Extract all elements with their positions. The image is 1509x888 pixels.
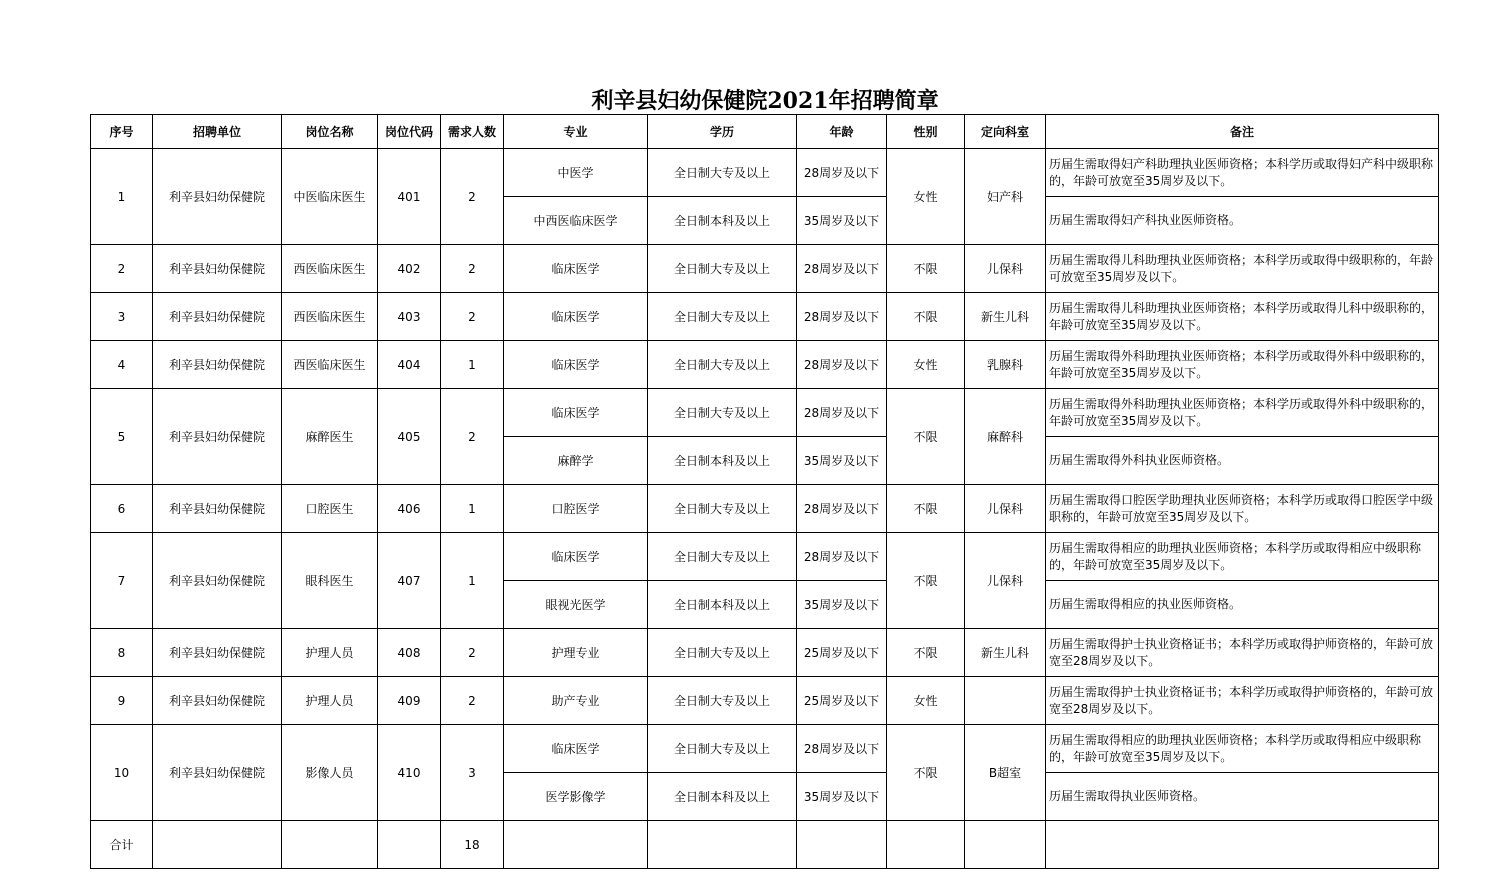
table-row <box>91 389 1439 437</box>
table-row <box>91 533 1439 581</box>
cell-note: 历届生需取得口腔医学助理执业医师资格；本科学历或取得口腔医学中级职称的，年龄可放宽至35周岁及以下。 <box>1046 485 1439 533</box>
cell-code: 408 <box>378 629 441 677</box>
cell-count: 1 <box>441 341 504 389</box>
cell-age: 25周岁及以下 <box>797 629 887 677</box>
cell-edu: 全日制大专及以上 <box>648 389 797 437</box>
empty-cell <box>965 821 1046 869</box>
cell-age: 28周岁及以下 <box>797 149 887 197</box>
cell-count: 2 <box>441 245 504 293</box>
cell-unit: 利辛县妇幼保健院 <box>153 245 282 293</box>
cell-age: 28周岁及以下 <box>797 341 887 389</box>
cell-dept: 儿保科 <box>965 533 1046 629</box>
cell-note: 历届生需取得外科执业医师资格。 <box>1046 437 1439 485</box>
cell-no: 4 <box>91 341 153 389</box>
table-row <box>91 725 1439 773</box>
recruitment-table <box>90 114 1439 869</box>
cell-unit: 利辛县妇幼保健院 <box>153 389 282 485</box>
cell-post: 中医临床医生 <box>282 149 378 245</box>
cell-no: 10 <box>91 725 153 821</box>
empty-cell <box>378 821 441 869</box>
cell-dept: 妇产科 <box>965 149 1046 245</box>
cell-post: 麻醉医生 <box>282 389 378 485</box>
cell-note: 历届生需取得护士执业资格证书；本科学历或取得护师资格的，年龄可放宽至28周岁及以下。 <box>1046 677 1439 725</box>
cell-note: 历届生需取得妇产科助理执业医师资格；本科学历或取得妇产科中级职称的，年龄可放宽至35周岁及以下。 <box>1046 149 1439 197</box>
cell-edu: 全日制大专及以上 <box>648 677 797 725</box>
cell-no: 6 <box>91 485 153 533</box>
empty-cell <box>153 821 282 869</box>
cell-unit: 利辛县妇幼保健院 <box>153 485 282 533</box>
empty-cell <box>887 821 965 869</box>
cell-code: 403 <box>378 293 441 341</box>
empty-cell <box>648 821 797 869</box>
cell-major: 临床医学 <box>504 293 648 341</box>
cell-edu: 全日制大专及以上 <box>648 629 797 677</box>
cell-edu: 全日制大专及以上 <box>648 533 797 581</box>
cell-age: 28周岁及以下 <box>797 725 887 773</box>
cell-major: 护理专业 <box>504 629 648 677</box>
cell-gender: 不限 <box>887 725 965 821</box>
cell-unit: 利辛县妇幼保健院 <box>153 725 282 821</box>
cell-post: 护理人员 <box>282 677 378 725</box>
cell-unit: 利辛县妇幼保健院 <box>153 293 282 341</box>
cell-code: 409 <box>378 677 441 725</box>
total-label: 合计 <box>91 821 153 869</box>
cell-major: 口腔医学 <box>504 485 648 533</box>
column-header: 岗位名称 <box>282 115 378 149</box>
cell-note: 历届生需取得外科助理执业医师资格；本科学历或取得外科中级职称的，年龄可放宽至35周岁及以下。 <box>1046 389 1439 437</box>
cell-age: 28周岁及以下 <box>797 245 887 293</box>
cell-note: 历届生需取得儿科助理执业医师资格；本科学历或取得中级职称的，年龄可放宽至35周岁及以下。 <box>1046 245 1439 293</box>
column-header: 需求人数 <box>441 115 504 149</box>
cell-count: 2 <box>441 389 504 485</box>
cell-edu: 全日制本科及以上 <box>648 773 797 821</box>
cell-no: 1 <box>91 149 153 245</box>
table-row <box>91 149 1439 197</box>
cell-edu: 全日制大专及以上 <box>648 245 797 293</box>
cell-unit: 利辛县妇幼保健院 <box>153 149 282 245</box>
cell-note: 历届生需取得儿科助理执业医师资格；本科学历或取得儿科中级职称的，年龄可放宽至35周岁及以下。 <box>1046 293 1439 341</box>
cell-major: 临床医学 <box>504 245 648 293</box>
table-row <box>91 485 1439 533</box>
cell-no: 5 <box>91 389 153 485</box>
cell-edu: 全日制本科及以上 <box>648 197 797 245</box>
cell-code: 410 <box>378 725 441 821</box>
cell-dept: 儿保科 <box>965 245 1046 293</box>
total-count: 18 <box>441 821 504 869</box>
cell-dept: B超室 <box>965 725 1046 821</box>
cell-gender: 不限 <box>887 245 965 293</box>
cell-code: 401 <box>378 149 441 245</box>
cell-major: 助产专业 <box>504 677 648 725</box>
table-row <box>91 341 1439 389</box>
cell-post: 护理人员 <box>282 629 378 677</box>
cell-gender: 不限 <box>887 293 965 341</box>
cell-unit: 利辛县妇幼保健院 <box>153 629 282 677</box>
cell-gender: 女性 <box>887 149 965 245</box>
cell-note: 历届生需取得妇产科执业医师资格。 <box>1046 197 1439 245</box>
cell-major: 临床医学 <box>504 341 648 389</box>
cell-age: 35周岁及以下 <box>797 581 887 629</box>
cell-note: 历届生需取得相应的助理执业医师资格；本科学历或取得相应中级职称的，年龄可放宽至35周岁及以下。 <box>1046 725 1439 773</box>
cell-code: 404 <box>378 341 441 389</box>
cell-count: 1 <box>441 485 504 533</box>
cell-post: 西医临床医生 <box>282 245 378 293</box>
cell-major: 医学影像学 <box>504 773 648 821</box>
cell-edu: 全日制大专及以上 <box>648 725 797 773</box>
cell-age: 25周岁及以下 <box>797 677 887 725</box>
cell-dept: 儿保科 <box>965 485 1046 533</box>
cell-major: 眼视光医学 <box>504 581 648 629</box>
empty-cell <box>1046 821 1439 869</box>
cell-unit: 利辛县妇幼保健院 <box>153 533 282 629</box>
cell-major: 临床医学 <box>504 533 648 581</box>
cell-unit: 利辛县妇幼保健院 <box>153 677 282 725</box>
table-row <box>91 245 1439 293</box>
cell-major: 中医学 <box>504 149 648 197</box>
cell-age: 28周岁及以下 <box>797 293 887 341</box>
cell-no: 3 <box>91 293 153 341</box>
empty-cell <box>797 821 887 869</box>
cell-dept <box>965 677 1046 725</box>
cell-note: 历届生需取得相应的执业医师资格。 <box>1046 581 1439 629</box>
cell-count: 1 <box>441 533 504 629</box>
cell-major: 临床医学 <box>504 725 648 773</box>
table-row <box>91 293 1439 341</box>
header-row <box>91 115 1439 149</box>
cell-post: 西医临床医生 <box>282 293 378 341</box>
cell-gender: 不限 <box>887 389 965 485</box>
column-header: 岗位代码 <box>378 115 441 149</box>
cell-code: 405 <box>378 389 441 485</box>
cell-edu: 全日制本科及以上 <box>648 581 797 629</box>
empty-cell <box>504 821 648 869</box>
cell-note: 历届生需取得外科助理执业医师资格；本科学历或取得外科中级职称的，年龄可放宽至35周岁及以下。 <box>1046 341 1439 389</box>
cell-dept: 新生儿科 <box>965 293 1046 341</box>
cell-unit: 利辛县妇幼保健院 <box>153 341 282 389</box>
cell-no: 7 <box>91 533 153 629</box>
cell-no: 2 <box>91 245 153 293</box>
cell-gender: 女性 <box>887 677 965 725</box>
cell-count: 2 <box>441 149 504 245</box>
cell-no: 9 <box>91 677 153 725</box>
cell-code: 407 <box>378 533 441 629</box>
cell-code: 406 <box>378 485 441 533</box>
cell-note: 历届生需取得护士执业资格证书；本科学历或取得护师资格的，年龄可放宽至28周岁及以下。 <box>1046 629 1439 677</box>
cell-gender: 女性 <box>887 341 965 389</box>
cell-no: 8 <box>91 629 153 677</box>
cell-age: 35周岁及以下 <box>797 773 887 821</box>
page-title: 利辛县妇幼保健院2021年招聘简章 <box>591 88 939 114</box>
cell-post: 西医临床医生 <box>282 341 378 389</box>
cell-edu: 全日制大专及以上 <box>648 149 797 197</box>
cell-post: 口腔医生 <box>282 485 378 533</box>
cell-count: 2 <box>441 293 504 341</box>
cell-edu: 全日制大专及以上 <box>648 341 797 389</box>
cell-gender: 不限 <box>887 629 965 677</box>
column-header: 招聘单位 <box>153 115 282 149</box>
cell-gender: 不限 <box>887 485 965 533</box>
total-row <box>91 821 1439 869</box>
cell-count: 2 <box>441 677 504 725</box>
cell-count: 2 <box>441 629 504 677</box>
cell-dept: 乳腺科 <box>965 341 1046 389</box>
column-header: 序号 <box>91 115 153 149</box>
cell-edu: 全日制大专及以上 <box>648 293 797 341</box>
table-row <box>91 629 1439 677</box>
cell-post: 影像人员 <box>282 725 378 821</box>
empty-cell <box>282 821 378 869</box>
column-header: 专业 <box>504 115 648 149</box>
cell-major: 中西医临床医学 <box>504 197 648 245</box>
cell-edu: 全日制本科及以上 <box>648 437 797 485</box>
cell-code: 402 <box>378 245 441 293</box>
column-header: 年龄 <box>797 115 887 149</box>
cell-gender: 不限 <box>887 533 965 629</box>
cell-major: 临床医学 <box>504 389 648 437</box>
cell-age: 35周岁及以下 <box>797 437 887 485</box>
cell-major: 麻醉学 <box>504 437 648 485</box>
cell-note: 历届生需取得执业医师资格。 <box>1046 773 1439 821</box>
cell-age: 28周岁及以下 <box>797 389 887 437</box>
column-header: 定向科室 <box>965 115 1046 149</box>
cell-count: 3 <box>441 725 504 821</box>
table-row <box>91 677 1439 725</box>
cell-note: 历届生需取得相应的助理执业医师资格；本科学历或取得相应中级职称的，年龄可放宽至35周岁及以下。 <box>1046 533 1439 581</box>
cell-dept: 新生儿科 <box>965 629 1046 677</box>
cell-edu: 全日制大专及以上 <box>648 485 797 533</box>
column-header: 性别 <box>887 115 965 149</box>
column-header: 备注 <box>1046 115 1439 149</box>
cell-post: 眼科医生 <box>282 533 378 629</box>
cell-age: 28周岁及以下 <box>797 533 887 581</box>
cell-age: 35周岁及以下 <box>797 197 887 245</box>
column-header: 学历 <box>648 115 797 149</box>
cell-age: 28周岁及以下 <box>797 485 887 533</box>
cell-dept: 麻醉科 <box>965 389 1046 485</box>
